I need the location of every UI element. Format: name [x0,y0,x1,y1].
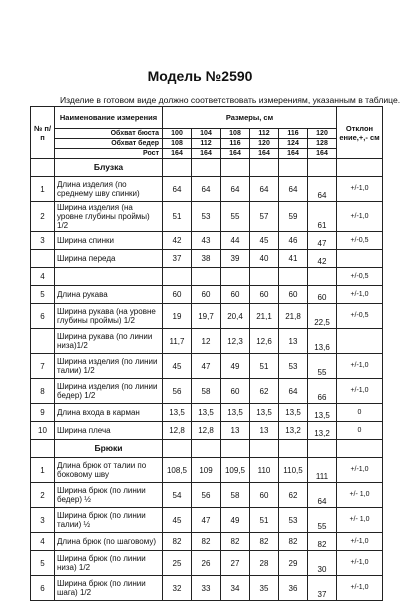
size-cell: 112 [192,139,221,149]
size-value: 62 [279,483,308,508]
header-row [31,107,383,129]
size-cell: 164 [250,149,279,159]
size-value: 44 [221,232,250,250]
size-value: 43 [192,232,221,250]
size-value: 33 [192,576,221,601]
size-value: 53 [279,354,308,379]
section-num-cell [31,440,55,458]
size-value: 13 [221,422,250,440]
size-value: 12,3 [221,329,250,354]
size-value: 55 [221,202,250,232]
size-value: 109,5 [221,458,250,483]
size-value: 45 [163,508,192,533]
size-value: 28 [250,551,279,576]
size-value: 59 [279,202,308,232]
size-cell: 164 [308,149,337,159]
size-value: 37 [163,250,192,268]
size-value: 64 [221,177,250,202]
size-value: 64 [192,177,221,202]
size-value: 27 [221,551,250,576]
table-row [31,304,383,329]
size-value: 108,5 [163,458,192,483]
size-value: 34 [221,576,250,601]
tolerance-value: 0 [337,422,383,440]
size-cell: 164 [163,149,192,159]
size-cell: 108 [163,139,192,149]
size-value: 13,5 [221,404,250,422]
size-value: 56 [192,483,221,508]
empty-cell [308,440,337,458]
size-value: 46 [279,232,308,250]
size-value: 60 [279,286,308,304]
table-row [31,508,383,533]
row-number: 8 [31,379,55,404]
num-header: № п/п [31,107,55,159]
row-number: 5 [31,286,55,304]
size-cell: 112 [250,129,279,139]
size-value: 55 [308,354,337,379]
size-value: 47 [308,232,337,250]
size-value: 29 [279,551,308,576]
size-value: 82 [308,533,337,551]
tolerance-value: +/-1,0 [337,576,383,601]
size-value: 13,2 [279,422,308,440]
size-value: 60 [221,286,250,304]
measurement-name: Ширина брюк (по линии шага) 1/2 [55,576,163,601]
table-row [31,458,383,483]
empty-cell [279,159,308,177]
row-number: 1 [31,177,55,202]
row-number: 3 [31,232,55,250]
size-value: 66 [308,379,337,404]
size-value [221,268,250,286]
model-title: Модель №2590 [147,68,253,84]
empty-cell [163,440,192,458]
param-label: Рост [55,149,163,159]
table-row [31,250,383,268]
tolerance-value [337,250,383,268]
size-value: 64 [250,177,279,202]
row-number: 6 [31,304,55,329]
measurement-name: Длина входа в карман [55,404,163,422]
param-label: Обхват бюста [55,129,163,139]
size-value: 53 [192,202,221,232]
measurement-name: Ширина рукава (на уровне глубины проймы) 1/2 [55,304,163,329]
row-number: 3 [31,508,55,533]
size-value: 39 [221,250,250,268]
size-value: 25 [163,551,192,576]
size-value: 51 [250,508,279,533]
size-value: 64 [308,177,337,202]
size-value: 60 [308,286,337,304]
size-value [308,268,337,286]
size-value: 111 [308,458,337,483]
size-value: 61 [308,202,337,232]
size-cell: 100 [163,129,192,139]
measurement-name: Длина брюк от талии по боковому шву [55,458,163,483]
tolerance-value: +/-0,5 [337,268,383,286]
size-cell: 164 [279,149,308,159]
size-value: 38 [192,250,221,268]
tolerance-value: +/-1,0 [337,202,383,232]
row-number: 7 [31,354,55,379]
measurement-name: Ширина переда [55,250,163,268]
size-value: 36 [279,576,308,601]
size-value: 110 [250,458,279,483]
tolerance-value [337,329,383,354]
size-value: 12 [192,329,221,354]
tolerance-value: 0 [337,404,383,422]
size-value: 19 [163,304,192,329]
empty-cell [221,159,250,177]
table-row [31,268,383,286]
size-value: 45 [250,232,279,250]
size-value [250,268,279,286]
table-row [31,576,383,601]
size-value: 82 [221,533,250,551]
measurement-name: Ширина изделия (по линии талии) 1/2 [55,354,163,379]
table-row [31,551,383,576]
size-cell: 108 [221,129,250,139]
size-value: 20,4 [221,304,250,329]
size-value: 12,8 [163,422,192,440]
size-value [192,268,221,286]
size-value: 21,1 [250,304,279,329]
size-value: 60 [250,286,279,304]
size-value: 51 [163,202,192,232]
size-value: 60 [221,379,250,404]
measurement-name: Длина изделия (по среднему шву спинки) [55,177,163,202]
size-value: 57 [250,202,279,232]
size-value: 19,7 [192,304,221,329]
param-row-hips [31,139,383,149]
row-number: 4 [31,268,55,286]
tolerance-value: +/-1,0 [337,354,383,379]
row-number [31,250,55,268]
tolerance-value: +/-0,5 [337,304,383,329]
measurement-name: Длина рукава [55,286,163,304]
row-number: 2 [31,483,55,508]
measurement-name: Ширина плеча [55,422,163,440]
size-value: 82 [192,533,221,551]
empty-cell [337,440,383,458]
empty-cell [163,159,192,177]
tolerance-header: Отклон ение,+,- см [337,107,383,159]
size-value: 42 [163,232,192,250]
row-number: 5 [31,551,55,576]
section-row [31,159,383,177]
size-value: 11,7 [163,329,192,354]
tolerance-value: +/-1,0 [337,533,383,551]
row-number [31,329,55,354]
tolerance-value: +/-1,0 [337,286,383,304]
row-number: 10 [31,422,55,440]
measurement-name: Ширина рукава (по линии низа)1/2 [55,329,163,354]
size-value: 47 [192,508,221,533]
measurement-name: Ширина изделия (по линии бедер) 1/2 [55,379,163,404]
table-row [31,202,383,232]
empty-cell [192,440,221,458]
size-value: 60 [163,286,192,304]
row-number: 1 [31,458,55,483]
size-value: 30 [308,551,337,576]
table-row [31,422,383,440]
size-value: 12,6 [250,329,279,354]
size-cell: 164 [192,149,221,159]
empty-cell [221,440,250,458]
size-value: 13,5 [163,404,192,422]
size-value: 35 [250,576,279,601]
size-value: 58 [221,483,250,508]
measurement-name: Ширина брюк (по линии талии) ½ [55,508,163,533]
table-row [31,379,383,404]
size-value: 82 [279,533,308,551]
size-cell: 120 [250,139,279,149]
table-row [31,329,383,354]
measurement-name: Ширина изделия (на уровне глубины проймы) 1/2 [55,202,163,232]
param-row-bust [31,129,383,139]
size-value: 64 [163,177,192,202]
param-label: Обхват бедер [55,139,163,149]
name-header: Наименование измерения [55,107,163,129]
measurement-name: Длина брюк (по шаговому) [55,533,163,551]
tolerance-value: +/-1,0 [337,379,383,404]
size-value: 41 [279,250,308,268]
empty-cell [279,440,308,458]
size-cell: 120 [308,129,337,139]
empty-cell [337,159,383,177]
size-value: 47 [192,354,221,379]
size-value: 45 [163,354,192,379]
size-value [279,268,308,286]
empty-cell [250,159,279,177]
size-value: 13 [250,422,279,440]
size-value: 110,5 [279,458,308,483]
empty-cell [308,159,337,177]
size-value: 82 [163,533,192,551]
size-value: 49 [221,354,250,379]
table-row [31,354,383,379]
table-row [31,404,383,422]
size-value: 53 [279,508,308,533]
tolerance-value: +/-0,5 [337,232,383,250]
size-value: 22,5 [308,304,337,329]
size-value: 12,8 [192,422,221,440]
size-value: 82 [250,533,279,551]
size-value: 109 [192,458,221,483]
size-value: 60 [250,483,279,508]
size-value: 13,2 [308,422,337,440]
measurement-name [55,268,163,286]
table-row [31,177,383,202]
tolerance-value: +/- 1,0 [337,508,383,533]
size-value: 64 [279,177,308,202]
size-value [163,268,192,286]
size-cell: 104 [192,129,221,139]
row-number: 2 [31,202,55,232]
size-value: 60 [192,286,221,304]
row-number: 4 [31,533,55,551]
size-value: 13,5 [308,404,337,422]
size-value: 55 [308,508,337,533]
size-value: 13,6 [308,329,337,354]
size-value: 21,8 [279,304,308,329]
table-row [31,232,383,250]
tolerance-value: +/- 1,0 [337,483,383,508]
measurements-table [30,106,383,601]
size-value: 62 [250,379,279,404]
sizes-header: Размеры, см [163,107,337,129]
size-value: 26 [192,551,221,576]
size-value: 32 [163,576,192,601]
size-value: 64 [279,379,308,404]
size-value: 64 [308,483,337,508]
row-number: 6 [31,576,55,601]
tolerance-value: +/-1,0 [337,177,383,202]
section-title: Брюки [55,440,163,458]
table-row [31,483,383,508]
size-value: 13 [279,329,308,354]
size-value: 13,5 [279,404,308,422]
size-cell: 128 [308,139,337,149]
measurement-name: Ширина брюк (по линии низа) 1/2 [55,551,163,576]
section-num-cell [31,159,55,177]
size-value: 37 [308,576,337,601]
size-value: 56 [163,379,192,404]
size-cell: 116 [221,139,250,149]
subtitle-note: Изделие в готовом виде должно соответствовать измерениям, указанным в таблице. [60,95,400,105]
table-row [31,286,383,304]
section-row [31,440,383,458]
param-row-height [31,149,383,159]
size-value: 13,5 [250,404,279,422]
size-value: 49 [221,508,250,533]
size-value: 58 [192,379,221,404]
measurement-name: Ширина спинки [55,232,163,250]
row-number: 9 [31,404,55,422]
empty-cell [250,440,279,458]
measurement-name: Ширина брюк (по линии бедер) ½ [55,483,163,508]
table-row [31,533,383,551]
tolerance-value: +/-1,0 [337,551,383,576]
size-value: 40 [250,250,279,268]
size-cell: 124 [279,139,308,149]
empty-cell [192,159,221,177]
tolerance-value: +/-1,0 [337,458,383,483]
size-cell: 164 [221,149,250,159]
size-value: 51 [250,354,279,379]
size-value: 13,5 [192,404,221,422]
size-value: 54 [163,483,192,508]
section-title: Блузка [55,159,163,177]
size-value: 42 [308,250,337,268]
size-cell: 116 [279,129,308,139]
